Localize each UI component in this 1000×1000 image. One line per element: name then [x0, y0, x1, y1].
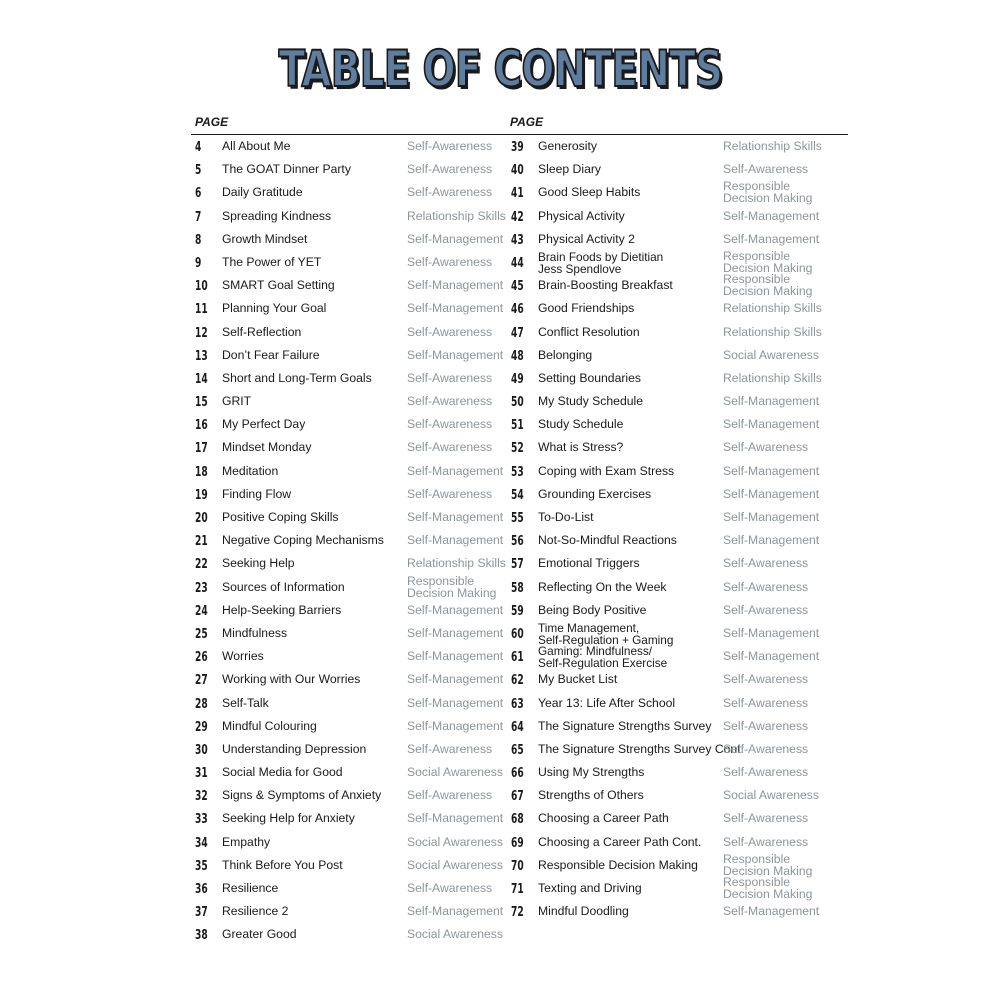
- page-number: 39: [511, 140, 524, 155]
- contents-entry: [191, 693, 521, 716]
- column-header-row: [191, 114, 848, 135]
- page-number: 64: [511, 719, 524, 735]
- entry-category: Self-Management: [407, 347, 504, 362]
- contents-entry: [507, 646, 837, 669]
- entry-title: Emotional Triggers: [538, 556, 640, 571]
- contents-entry: [507, 716, 837, 739]
- entry-title: Self-Reflection: [222, 324, 302, 339]
- entry-title: Physical Activity 2: [538, 231, 635, 246]
- entry-category: Social Awareness: [407, 834, 503, 849]
- contents-entry: [507, 206, 837, 229]
- contents-entry: [191, 808, 521, 831]
- entry-title: Meditation: [222, 463, 279, 478]
- page-number: 57: [511, 557, 524, 573]
- entry-title: Working with Our Worries: [222, 672, 361, 687]
- entry-title: Using My Strengths: [538, 765, 645, 780]
- contents-entry: [191, 855, 521, 878]
- page-number: 63: [511, 696, 524, 712]
- entry-title: Help-Seeking Barriers: [222, 602, 342, 617]
- entry-title: Sources of Information: [222, 579, 345, 594]
- page-number: 40: [511, 163, 524, 179]
- page-number: 8: [195, 232, 202, 248]
- entry-category: Self-Management: [723, 486, 820, 501]
- page-number: 23: [195, 580, 208, 596]
- contents-entry: [507, 669, 837, 692]
- entry-title: Belonging: [538, 347, 593, 362]
- entry-category: Self-Management: [723, 510, 820, 524]
- entry-category: Self-Awareness: [407, 440, 493, 455]
- entry-category: Self-Awareness: [407, 254, 493, 269]
- entry-title: The Signature Strengths Survey: [538, 718, 712, 733]
- contents-entry: [507, 298, 837, 321]
- entry-category: Self-Awareness: [407, 139, 493, 153]
- entry-category: Self-Management: [723, 533, 820, 548]
- entry-title: My Study Schedule: [538, 394, 644, 409]
- entry-category: Social Awareness: [407, 857, 503, 872]
- entry-title: Good Friendships: [538, 301, 635, 316]
- entry-category: Self-Management: [407, 602, 504, 617]
- contents-entry: [191, 182, 521, 205]
- contents-entry: [191, 901, 521, 924]
- page-column-header-left: PAGE: [195, 115, 229, 129]
- page-number: 48: [511, 348, 524, 364]
- page-number: 9: [195, 255, 202, 271]
- entry-title: The Signature Strengths Survey Cont.: [538, 741, 744, 756]
- page-number: 19: [195, 487, 208, 503]
- entry-category: Relationship Skills: [407, 208, 506, 223]
- contents-entry: [191, 739, 521, 762]
- entry-title: Mindset Monday: [222, 440, 312, 455]
- entry-category: Self-Awareness: [407, 324, 493, 339]
- page-number: 55: [511, 511, 524, 526]
- entry-title: Greater Good: [222, 927, 297, 942]
- page-number: 4: [195, 140, 202, 155]
- page-number: 59: [511, 603, 524, 619]
- entry-title: Understanding Depression: [222, 741, 367, 756]
- contents-entry: [191, 832, 521, 855]
- page-number: 10: [195, 279, 208, 295]
- page-number: 65: [511, 742, 524, 758]
- page-number: 35: [195, 858, 208, 874]
- entry-title: Mindful Doodling: [538, 904, 629, 919]
- page-number: 17: [195, 441, 208, 457]
- entry-category: Self-Awareness: [407, 788, 493, 803]
- entry-category: Self-Awareness: [407, 486, 493, 501]
- contents-entry: [507, 620, 837, 647]
- page-number: 29: [195, 719, 208, 735]
- contents-entry: [191, 322, 521, 345]
- entry-category: Responsible Decision Making: [723, 179, 813, 206]
- contents-entry: [191, 669, 521, 692]
- entry-category: Self-Management: [723, 417, 820, 432]
- entry-title: Mindful Colouring: [222, 718, 317, 733]
- entry-category: Responsible Decision Making: [723, 851, 813, 878]
- entry-title: Growth Mindset: [222, 231, 308, 246]
- entry-category: Self-Management: [407, 301, 504, 316]
- page-number: 21: [195, 534, 208, 550]
- page-number: 25: [195, 626, 208, 642]
- page-number: 66: [511, 766, 524, 782]
- entry-title: To-Do-List: [538, 510, 594, 524]
- contents-entry: [507, 322, 837, 345]
- entry-title: Positive Coping Skills: [222, 510, 339, 524]
- entry-category: Self-Awareness: [407, 370, 493, 385]
- entry-category: Self-Management: [407, 533, 504, 548]
- entry-category: Self-Management: [407, 463, 504, 478]
- entry-category: Self-Management: [407, 625, 504, 640]
- entry-category: Responsible Decision Making: [723, 875, 813, 901]
- contents-entry: [191, 762, 521, 785]
- entry-category: Self-Management: [723, 208, 820, 223]
- entry-title: Setting Boundaries: [538, 370, 641, 385]
- entry-category: Self-Management: [723, 394, 820, 409]
- entry-category: Self-Awareness: [407, 394, 493, 409]
- page-number: 44: [511, 255, 524, 271]
- page-number: 12: [195, 325, 208, 341]
- entry-category: Self-Awareness: [723, 162, 809, 177]
- page-number: 54: [511, 487, 524, 503]
- contents-entry: [191, 136, 521, 159]
- entry-title: Finding Flow: [222, 486, 292, 501]
- entry-category: Social Awareness: [723, 347, 819, 362]
- entry-title: Gaming: Mindfulness/ Self-Regulation Exercise: [538, 644, 668, 671]
- entry-title: Texting and Driving: [538, 881, 642, 895]
- page-number: 45: [511, 279, 524, 295]
- page-number: 32: [195, 789, 208, 805]
- entry-category: Self-Awareness: [723, 440, 809, 455]
- entry-category: Relationship Skills: [407, 556, 506, 571]
- entry-category: Self-Awareness: [723, 811, 809, 826]
- entry-title: Choosing a Career Path: [538, 811, 669, 826]
- page-number: 16: [195, 418, 208, 434]
- entry-title: GRIT: [222, 394, 252, 409]
- entry-title: Year 13: Life After School: [538, 695, 676, 710]
- entry-title: Social Media for Good: [222, 765, 343, 780]
- entry-title: Planning Your Goal: [222, 301, 327, 316]
- contents-entry: [191, 878, 521, 901]
- contents-entry: [507, 530, 837, 553]
- page-number: 22: [195, 557, 208, 573]
- contents-entry: [507, 553, 837, 576]
- entry-title: Strengths of Others: [538, 788, 644, 803]
- entry-title: Brain Foods by Dietitian Jess Spendlove: [538, 249, 664, 276]
- contents-entry: [507, 461, 837, 484]
- entry-category: Self-Management: [407, 510, 504, 524]
- page-number: 5: [195, 163, 202, 179]
- entry-category: Self-Management: [407, 672, 504, 687]
- page-column-header-right: PAGE: [510, 115, 544, 129]
- contents-entry: [191, 646, 521, 669]
- page-number: 33: [195, 812, 208, 828]
- contents-entry: [191, 484, 521, 507]
- entry-category: Social Awareness: [407, 765, 503, 780]
- entry-title: Conflict Resolution: [538, 324, 640, 339]
- page-number: 18: [195, 464, 208, 480]
- page-number: 6: [195, 186, 202, 202]
- page-number: 24: [195, 603, 208, 619]
- entry-category: Self-Management: [723, 904, 820, 919]
- entry-category: Self-Management: [407, 904, 504, 919]
- entry-category: Self-Awareness: [723, 556, 809, 571]
- contents-entry: [507, 179, 837, 206]
- page-number: 15: [195, 395, 208, 411]
- page-number: 53: [511, 464, 524, 480]
- contents-entry: [507, 762, 837, 785]
- page-number: 14: [195, 371, 208, 387]
- entry-title: My Bucket List: [538, 672, 618, 687]
- contents-entry: [507, 437, 837, 460]
- contents-entry: [191, 229, 521, 252]
- page-number: 38: [195, 928, 208, 944]
- page-number: 11: [195, 302, 208, 318]
- entry-title: Think Before You Post: [222, 857, 343, 872]
- entry-category: Self-Awareness: [723, 695, 809, 710]
- entry-category: Self-Awareness: [723, 765, 809, 780]
- entry-category: Relationship Skills: [723, 324, 822, 339]
- entry-title: Good Sleep Habits: [538, 185, 641, 200]
- contents-entry: [191, 573, 521, 600]
- page-number: 49: [511, 371, 524, 387]
- entry-category: Self-Management: [407, 231, 504, 246]
- page-number: 47: [511, 325, 524, 341]
- page-number: 68: [511, 812, 524, 828]
- page-number: 61: [511, 650, 524, 666]
- page-number: 43: [511, 232, 524, 248]
- contents-entry: [507, 272, 837, 299]
- entry-title: Reflecting On the Week: [538, 579, 667, 594]
- entry-category: Self-Awareness: [723, 741, 809, 756]
- page-number: 37: [195, 905, 208, 921]
- page-number: 58: [511, 580, 524, 596]
- contents-entry: [191, 345, 521, 368]
- entry-title: The GOAT Dinner Party: [222, 162, 351, 177]
- entry-category: Self-Management: [407, 649, 504, 664]
- contents-entry: [507, 785, 837, 808]
- page-number: 52: [511, 441, 524, 457]
- entry-title: Resilience: [222, 881, 279, 895]
- entry-title: Short and Long-Term Goals: [222, 370, 372, 385]
- entry-title: Negative Coping Mechanisms: [222, 533, 384, 548]
- entry-title: My Perfect Day: [222, 417, 306, 432]
- contents-entry: [191, 298, 521, 321]
- entry-category: Relationship Skills: [723, 370, 822, 385]
- entry-category: Self-Awareness: [723, 672, 809, 687]
- entry-title: Responsible Decision Making: [538, 857, 698, 872]
- contents-entry: [507, 507, 837, 530]
- entry-title: Signs & Symptoms of Anxiety: [222, 788, 382, 803]
- entry-category: Self-Management: [407, 278, 504, 293]
- page-number: 34: [195, 835, 208, 851]
- page-number: 50: [511, 395, 524, 411]
- entry-category: Self-Awareness: [723, 834, 809, 849]
- contents-entry: [191, 414, 521, 437]
- page-number: 67: [511, 789, 524, 805]
- entry-title: Coping with Exam Stress: [538, 463, 675, 478]
- entry-category: Self-Awareness: [723, 579, 809, 594]
- entry-category: Social Awareness: [723, 788, 819, 803]
- entry-title: All About Me: [222, 139, 291, 153]
- page-number: 41: [511, 186, 524, 202]
- entry-category: Self-Management: [407, 811, 504, 826]
- page-number: 69: [511, 835, 524, 851]
- entry-category: Self-Management: [407, 718, 504, 733]
- page-number: 31: [195, 766, 208, 782]
- entry-category: Social Awareness: [407, 927, 503, 942]
- contents-entry: [191, 461, 521, 484]
- contents-entry: [507, 484, 837, 507]
- entry-title: What is Stress?: [538, 440, 624, 455]
- page-number: 51: [511, 418, 524, 434]
- page-number: 30: [195, 742, 208, 758]
- entry-title: SMART Goal Setting: [222, 278, 335, 293]
- entry-title: Being Body Positive: [538, 602, 647, 617]
- entry-title: Seeking Help: [222, 556, 295, 571]
- page-number: 62: [511, 673, 524, 689]
- contents-entry: [191, 507, 521, 530]
- contents-entry: [191, 368, 521, 391]
- contents-entry: [507, 808, 837, 831]
- entry-category: Self-Management: [723, 649, 820, 664]
- entry-category: Self-Management: [407, 695, 504, 710]
- entry-title: Grounding Exercises: [538, 486, 652, 501]
- entry-category: Self-Awareness: [407, 162, 493, 177]
- contents-entry: [507, 414, 837, 437]
- entry-title: Don’t Fear Failure: [222, 347, 320, 362]
- contents-entry: [507, 600, 837, 623]
- page-number: 72: [511, 905, 524, 921]
- page-number: 7: [195, 209, 202, 225]
- entry-title: Sleep Diary: [538, 162, 601, 177]
- entry-title: Empathy: [222, 834, 271, 849]
- page-number: 71: [511, 882, 524, 897]
- contents-entry: [507, 901, 837, 924]
- contents-entry: [507, 391, 837, 414]
- contents-entry: [191, 924, 521, 947]
- contents-entry: [191, 716, 521, 739]
- entry-title: Generosity: [538, 139, 597, 153]
- page-number: 36: [195, 882, 208, 897]
- contents-entry: [191, 623, 521, 646]
- contents-entry: [191, 252, 521, 275]
- page-number: 70: [511, 858, 524, 874]
- entry-category: Relationship Skills: [723, 139, 822, 153]
- entry-title: Spreading Kindness: [222, 208, 332, 223]
- entry-title: Study Schedule: [538, 417, 624, 432]
- entry-title: The Power of YET: [222, 254, 322, 269]
- entry-category: Responsible Decision Making: [407, 573, 497, 600]
- page-number: 60: [511, 626, 524, 642]
- entry-category: Self-Management: [723, 625, 820, 640]
- entry-category: Self-Awareness: [723, 602, 809, 617]
- contents-entry: [507, 136, 837, 159]
- entry-category: Responsible Decision Making: [723, 248, 813, 275]
- page-number: 46: [511, 302, 524, 318]
- entry-category: Self-Awareness: [407, 417, 493, 432]
- contents-entry: [191, 785, 521, 808]
- page-number: 27: [195, 673, 208, 689]
- page-number: 28: [195, 696, 208, 712]
- contents-entry: [507, 875, 837, 901]
- entry-title: Self-Talk: [222, 695, 269, 710]
- contents-entry: [507, 739, 837, 762]
- entry-category: Self-Awareness: [407, 741, 493, 756]
- page-title: TABLE OF CONTENTS: [278, 40, 722, 98]
- entry-title: Time Management, Self-Regulation + Gaming: [538, 620, 674, 647]
- title-wrap: [0, 40, 1000, 98]
- page-number: 20: [195, 511, 208, 526]
- entry-category: Self-Management: [723, 463, 820, 478]
- contents-entry: [191, 206, 521, 229]
- entry-title: Worries: [222, 649, 264, 664]
- page-number: 13: [195, 348, 208, 364]
- contents-entry: [191, 275, 521, 298]
- entry-category: Self-Awareness: [407, 881, 493, 895]
- entry-category: Relationship Skills: [723, 301, 822, 316]
- entry-title: Seeking Help for Anxiety: [222, 811, 355, 826]
- entry-title: Mindfulness: [222, 625, 288, 640]
- contents-column-right: [507, 136, 837, 924]
- entry-category: Self-Awareness: [723, 718, 809, 733]
- contents-entry: [191, 600, 521, 623]
- page-number: 42: [511, 209, 524, 225]
- page-number: 26: [195, 650, 208, 666]
- entry-title: Brain-Boosting Breakfast: [538, 278, 673, 293]
- page-number: 56: [511, 534, 524, 550]
- entry-category: Responsible Decision Making: [723, 272, 813, 299]
- entry-title: Daily Gratitude: [222, 185, 303, 200]
- contents-entry: [191, 530, 521, 553]
- contents-column-left: [191, 136, 521, 948]
- entry-title: Resilience 2: [222, 904, 289, 919]
- contents-entry: [507, 345, 837, 368]
- entry-category: Self-Management: [723, 231, 820, 246]
- contents-entry: [191, 159, 521, 182]
- entry-title: Not-So-Mindful Reactions: [538, 533, 677, 548]
- contents-entry: [507, 368, 837, 391]
- entry-category: Self-Awareness: [407, 185, 493, 200]
- entry-title: Choosing a Career Path Cont.: [538, 834, 702, 849]
- contents-entry: [507, 693, 837, 716]
- entry-title: Physical Activity: [538, 208, 625, 223]
- contents-entry: [191, 437, 521, 460]
- contents-entry: [191, 391, 521, 414]
- contents-entry: [507, 577, 837, 600]
